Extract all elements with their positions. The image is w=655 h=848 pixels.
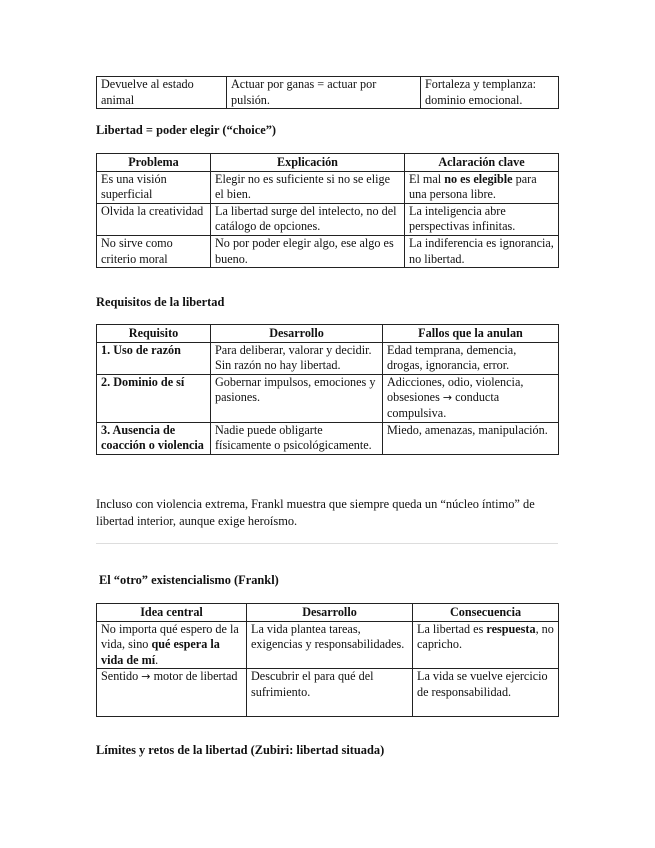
section-heading-frankl: El “otro” existencialismo (Frankl) — [99, 573, 279, 587]
cell-bold-text: no es elegible — [444, 171, 513, 186]
requisitos-table — [96, 324, 559, 455]
table-row — [97, 422, 559, 454]
table-row — [97, 203, 559, 235]
table-row — [97, 235, 559, 267]
cell-text: para una persona libre. — [409, 171, 537, 202]
column-header: Idea central — [97, 604, 247, 622]
cell-text: , no capricho. — [417, 621, 554, 652]
table-cell — [97, 669, 247, 717]
table-cell — [413, 621, 559, 669]
column-header: Desarrollo — [211, 325, 383, 343]
continuation-table — [96, 76, 559, 109]
table-cell: Descubrir el para qué del sufrimiento. — [247, 669, 413, 717]
table-cell: La indiferencia es ignorancia, no libertad. — [405, 235, 559, 267]
requisito-label: 2. Dominio de sí — [101, 374, 185, 389]
table-row — [97, 374, 559, 422]
table-row — [97, 621, 559, 669]
cell-text: . — [155, 652, 159, 667]
cell-text: No importa qué espero de la vida, sino — [101, 621, 239, 652]
table-cell: Miedo, amenazas, manipulación. — [383, 422, 559, 454]
section-divider — [96, 543, 558, 544]
table-cell: La libertad surge del intelecto, no del catálogo de opciones. — [211, 203, 405, 235]
table-cell: Elegir no es suficiente si no se elige el bien. — [211, 171, 405, 203]
requisito-label: 3. Ausencia de coacción o violencia — [101, 422, 204, 453]
column-header: Explicación — [211, 154, 405, 172]
cell-bold-text: qué espera la vida de mí — [101, 637, 220, 667]
table-cell: Gobernar impulsos, emociones y pasiones. — [211, 374, 383, 422]
table-cell: No sirve como criterio moral — [97, 235, 211, 267]
cell-bold-text: respuesta — [486, 621, 536, 636]
table-cell — [405, 171, 559, 203]
table-cell: La inteligencia abre perspectivas infinitas. — [405, 203, 559, 235]
table-cell: Actuar por ganas = actuar por pulsión. — [227, 77, 421, 109]
table-row — [97, 171, 559, 203]
table-row — [97, 77, 559, 109]
table-header-row — [97, 154, 559, 172]
cell-text: motor de libertad — [150, 669, 238, 684]
section-heading-choice: Libertad = poder elegir (“choice”) — [96, 123, 277, 137]
table-row — [97, 669, 559, 717]
table-cell: La vida plantea tareas, exigencias y responsabilidades. — [247, 621, 413, 669]
cell-text: La libertad es — [417, 621, 487, 636]
table-cell — [97, 621, 247, 669]
right-arrow-icon: → — [442, 391, 453, 405]
table-cell: Devuelve al estado animal — [97, 77, 227, 109]
column-header: Requisito — [97, 325, 211, 343]
column-header: Aclaración clave — [405, 154, 559, 172]
table-cell: Nadie puede obligarte físicamente o psicológicamente. — [211, 422, 383, 454]
body-paragraph: Incluso con violencia extrema, Frankl muestra que siempre queda un “núcleo íntimo” de libertad interior, aunque exige heroísmo. — [96, 497, 535, 528]
section-heading-limites: Límites y retos de la libertad (Zubiri: libertad situada) — [96, 743, 385, 757]
section-heading-requisitos: Requisitos de la libertad — [96, 295, 225, 309]
table-cell: Olvida la creatividad — [97, 203, 211, 235]
table-row — [97, 342, 559, 374]
table-cell: La vida se vuelve ejercicio de responsabilidad. — [413, 669, 559, 717]
table-cell — [97, 374, 211, 422]
column-header: Fallos que la anulan — [383, 325, 559, 343]
table-cell — [97, 422, 211, 454]
table-cell: Edad temprana, demencia, drogas, ignorancia, error. — [383, 342, 559, 374]
choice-table — [96, 153, 559, 268]
table-cell: Fortaleza y templanza: dominio emocional. — [421, 77, 559, 109]
table-cell: Es una visión superficial — [97, 171, 211, 203]
table-cell: Para deliberar, valorar y decidir. Sin razón no hay libertad. — [211, 342, 383, 374]
cell-text: Adicciones, odio, violencia, obsesiones — [387, 374, 524, 405]
column-header: Consecuencia — [413, 604, 559, 622]
requisito-label: 1. Uso de razón — [101, 342, 181, 357]
cell-text: conducta compulsiva. — [387, 390, 500, 420]
table-cell — [97, 342, 211, 374]
column-header: Problema — [97, 154, 211, 172]
column-header: Desarrollo — [247, 604, 413, 622]
table-cell: No por poder elegir algo, ese algo es bueno. — [211, 235, 405, 267]
cell-text: El mal — [409, 171, 445, 186]
table-cell — [383, 374, 559, 422]
table-header-row — [97, 325, 559, 343]
table-header-row — [97, 604, 559, 622]
cell-text: Sentido — [101, 669, 142, 684]
right-arrow-icon: → — [141, 670, 151, 684]
frankl-table — [96, 603, 559, 717]
